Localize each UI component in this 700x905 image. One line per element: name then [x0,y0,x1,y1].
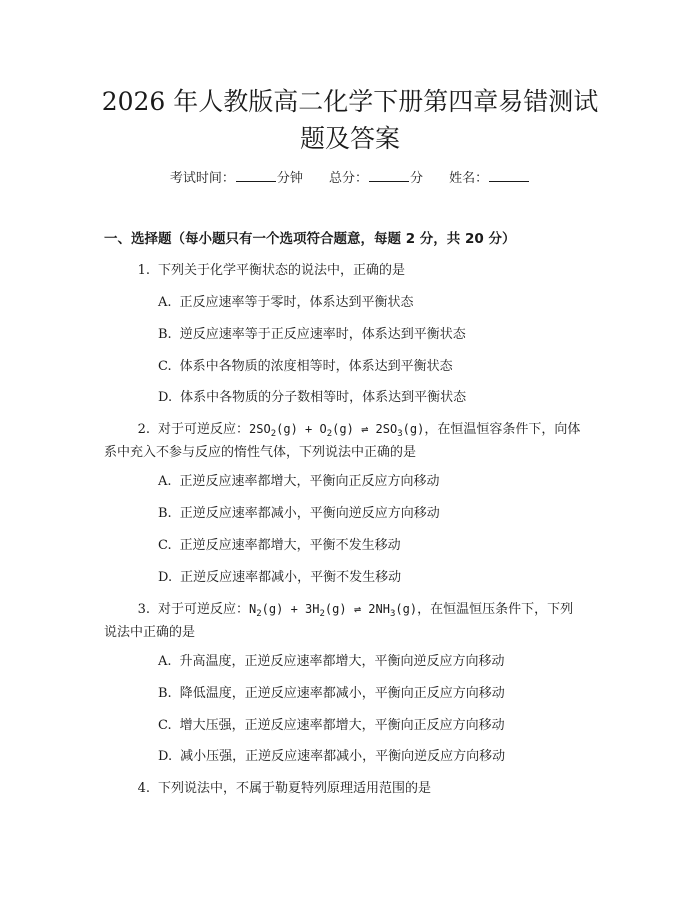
formula-state: (g) [324,602,347,616]
question-2-option-a[interactable] [158,473,440,491]
option-letter: B. [158,506,172,521]
exam-score [329,171,423,186]
formula-subscript: 2 [270,429,277,439]
exam-time-label: 考试时间： [169,171,235,186]
question-1-option-b[interactable] [158,326,466,344]
formula-subscript: 2 [319,609,325,619]
formula-part: 3H [305,602,320,616]
equilibrium-arrow: ⇌ [346,602,369,616]
exam-info [0,169,700,188]
question-2 [104,418,600,464]
question-3-option-d[interactable] [158,748,505,766]
option-text: 正逆反应速率都增大，平衡不发生移动 [179,538,401,553]
question-number: 2. [137,422,150,437]
question-1-option-c[interactable] [158,358,453,376]
question-3 [104,598,600,644]
exam-score-unit: 分 [410,171,424,186]
formula-part: O [319,422,327,436]
formula-state: (g) [276,422,298,436]
question-text-pre: 对于可逆反应： [158,422,250,437]
question-text-line2: 说法中正确的是 [104,625,196,640]
formula-subscript: 2 [326,429,333,439]
option-letter: D. [158,570,173,585]
question-2-option-b[interactable] [158,505,440,523]
exam-time-blank[interactable] [236,169,276,182]
option-text: 体系中各物质的浓度相等时，体系达到平衡状态 [179,359,453,374]
formula-subscript: 2 [256,609,262,619]
option-text: 体系中各物质的分子数相等时，体系达到平衡状态 [180,390,467,405]
formula-part: 2SO [375,422,398,436]
option-text: 正逆反应速率都减小，平衡向逆反应方向移动 [179,506,440,521]
formula-state: (g) [261,602,284,616]
question-4 [104,777,600,800]
option-text: 降低温度，正逆反应速率都减小，平衡向正反应方向移动 [179,686,505,701]
formula-part: N [249,602,257,616]
exam-name-blank[interactable] [489,169,529,182]
formula-plus: + [297,422,320,436]
formula-subscript: 3 [397,429,403,439]
option-text: 升高温度，正逆反应速率都增大，平衡向逆反应方向移动 [179,654,505,669]
question-text-pre: 对于可逆反应： [158,602,250,617]
option-letter: B. [158,686,172,701]
option-letter: C. [158,538,172,553]
exam-time-unit: 分钟 [276,171,303,186]
question-1-option-a[interactable] [158,294,414,312]
question-text: 下列说法中，不属于勒夏特列原理适用范围的是 [158,781,432,796]
formula-state: (g) [332,422,354,436]
question-text-post: ，在恒温恒容条件下，向体 [424,422,581,437]
question-3-option-b[interactable] [158,685,505,703]
formula-state: (g) [395,602,418,616]
formula-state: (g) [402,422,425,436]
option-text: 正逆反应速率都增大，平衡向正反应方向移动 [179,474,440,489]
exam-name-label: 姓名： [449,171,489,186]
question-3-option-a[interactable] [158,653,505,671]
formula-plus: + [283,602,306,616]
option-text: 正反应速率等于零时，体系达到平衡状态 [179,295,414,310]
formula-part: 2SO [249,422,271,436]
exam-time [170,171,303,186]
question-1 [104,259,600,282]
chemical-equation [249,422,425,439]
question-1-option-d[interactable] [158,389,466,407]
option-text: 正逆反应速率都减小，平衡不发生移动 [180,570,402,585]
question-text-line2: 系中充入不参与反应的惰性气体，下列说法中正确的是 [104,445,417,460]
question-2-option-c[interactable] [158,537,401,555]
option-text: 增大压强，正逆反应速率都增大，平衡向正反应方向移动 [179,718,505,733]
formula-part: 2NH [368,602,390,616]
exam-name [449,171,530,186]
question-2-option-d[interactable] [158,569,401,587]
option-letter: B. [158,327,172,342]
page-title-line1: 2026 年人教版高二化学下册第四章易错测试 [101,87,599,116]
option-letter: D. [158,390,173,405]
option-letter: A. [158,654,172,669]
question-text-post: ，在恒温恒压条件下，下列 [417,602,574,617]
question-text: 下列关于化学平衡状态的说法中，正确的是 [158,263,406,278]
option-letter: A. [158,474,172,489]
option-letter: C. [158,359,172,374]
chemical-equation [249,602,418,619]
equilibrium-arrow: ⇌ [353,422,376,436]
question-number: 1. [137,263,150,278]
option-text: 减小压强，正逆反应速率都减小，平衡向逆反应方向移动 [180,749,506,764]
formula-subscript: 3 [389,609,396,619]
question-3-option-c[interactable] [158,717,505,735]
question-text-line1 [104,598,600,621]
exam-score-blank[interactable] [369,169,409,182]
page-title-line2: 题及答案 [299,124,400,153]
section-heading: 一、选择题（每小题只有一个选项符合题意，每题 2 分，共 20 分） [104,231,516,247]
question-number: 3. [137,602,150,617]
question-number: 4. [137,781,150,796]
question-text-line1 [104,418,600,441]
option-letter: D. [158,749,173,764]
option-text: 逆反应速率等于正反应速率时，体系达到平衡状态 [179,327,466,342]
option-letter: A. [158,295,172,310]
exam-score-label: 总分： [328,171,368,186]
option-letter: C. [158,718,172,733]
